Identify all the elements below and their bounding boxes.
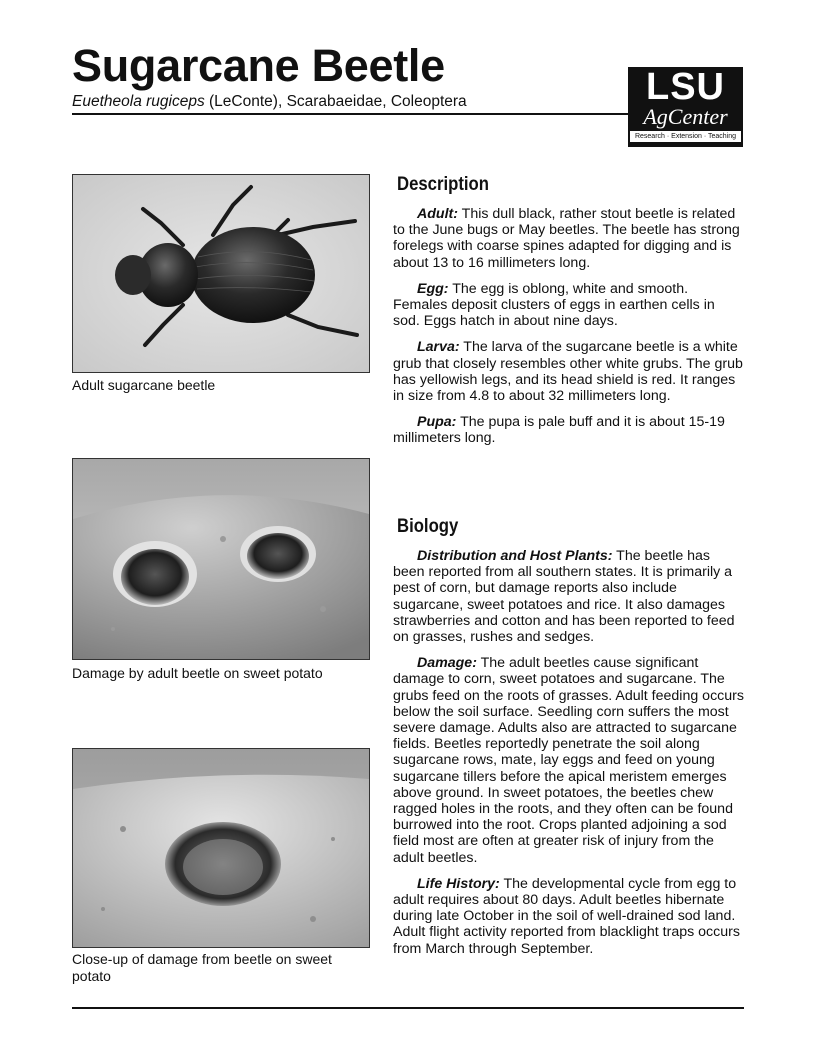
paragraph-text: The developmental cycle from egg to adult requires about 80 days. Adult beetles hibernate during late October in the soil of well-drained sod land. Adult flight activity reported from blacklight traps occurs from March through September. (393, 875, 740, 957)
scientific-name (72, 92, 467, 112)
logo-tagline: Research · Extension · Teaching (630, 131, 741, 142)
taxonomy: (LeConte), Scarabaeidae, Coleoptera (204, 93, 467, 110)
description-section (393, 174, 745, 457)
page-title: Sugarcane Beetle (72, 40, 445, 91)
description-heading: Description (397, 174, 489, 195)
paragraph-text: This dull black, rather stout beetle is related to the June bugs or May beetles. The beetle has strong forelegs with coarse spines adapted for digging and is about 13 to 16 millimeters long. (393, 206, 740, 271)
description-larva (393, 339, 745, 404)
species-name: Euetheola rugiceps (72, 93, 205, 110)
damage-photo (72, 458, 370, 660)
paragraph-label: Adult: (417, 206, 458, 222)
figure-caption: Adult sugarcane beetle (72, 377, 216, 393)
paragraph-text: The beetle has been reported from all southern states. It is primarily a pest of corn, but damage reports also include sugarcane, sweet potatoes and rice. It also damages strawberries and cotton and has been reported to feed on grasses, rushes and sedges. (393, 548, 735, 646)
biology-damage (393, 655, 745, 866)
paragraph-label: Distribution and Host Plants: (417, 548, 613, 564)
paragraph-text: The pupa is pale buff and it is about 15-19 millimeters long. (393, 414, 725, 447)
biology-distribution (393, 548, 745, 645)
logo-agcenter: AgCenter (643, 104, 728, 129)
biology-heading: Biology (397, 516, 459, 537)
description-pupa (393, 414, 745, 446)
sweet-potato-damage-illustration (73, 459, 369, 659)
paragraph-text: The egg is oblong, white and smooth. Females deposit clusters of eggs in earthen cells in sod. Eggs hatch in about nine days. (393, 280, 715, 330)
paragraph-label: Life History: (417, 875, 500, 892)
beetle-illustration (73, 175, 369, 372)
logo-lsu: LSU (646, 66, 725, 108)
description-egg (393, 281, 745, 330)
beetle-photo (72, 174, 370, 373)
closeup-photo (72, 748, 370, 948)
biology-section (393, 516, 745, 967)
paragraph-label: Damage: (417, 655, 477, 672)
closeup-damage-illustration (73, 749, 369, 947)
paragraph-text: The larva of the sugarcane beetle is a white grub that closely resembles other white grubs. The grub has yellowish legs, and its head shield is red. It ranges in size from 4.8 to about 32 millimeters long. (393, 339, 743, 405)
paragraph-label: Egg: (417, 280, 449, 297)
figure-caption: Close-up of damage from beetle on sweet potato (72, 951, 332, 984)
footer-rule (72, 1007, 744, 1009)
description-adult (393, 206, 745, 271)
header-rule (72, 113, 632, 115)
biology-life-history (393, 876, 745, 957)
lsu-agcenter-logo (628, 67, 743, 147)
paragraph-text: The adult beetles cause significant damage to corn, sweet potatoes and sugarcane. The grubs feed on the roots of grasses. Adult feeding occurs below the soil surface. Seedling corn suffers the most severe damage. Adults also are attracted to sugarcane fields. Beetles reportedly penetrate the soil along sugarcane rows, mate, lay eggs and feed on young sugarcane tillers before the apical meristem emerges above ground. In sweet potatoes, the beetles chew ragged holes in the roots, and they often can be found burrowed into the root. Crops planted adjoining a sod field most are often at greater risk of injury from the adult beetles. (393, 655, 744, 866)
figure-caption: Damage by adult beetle on sweet potato (72, 665, 323, 681)
paragraph-label: Pupa: (417, 414, 457, 431)
paragraph-label: Larva: (417, 339, 460, 356)
